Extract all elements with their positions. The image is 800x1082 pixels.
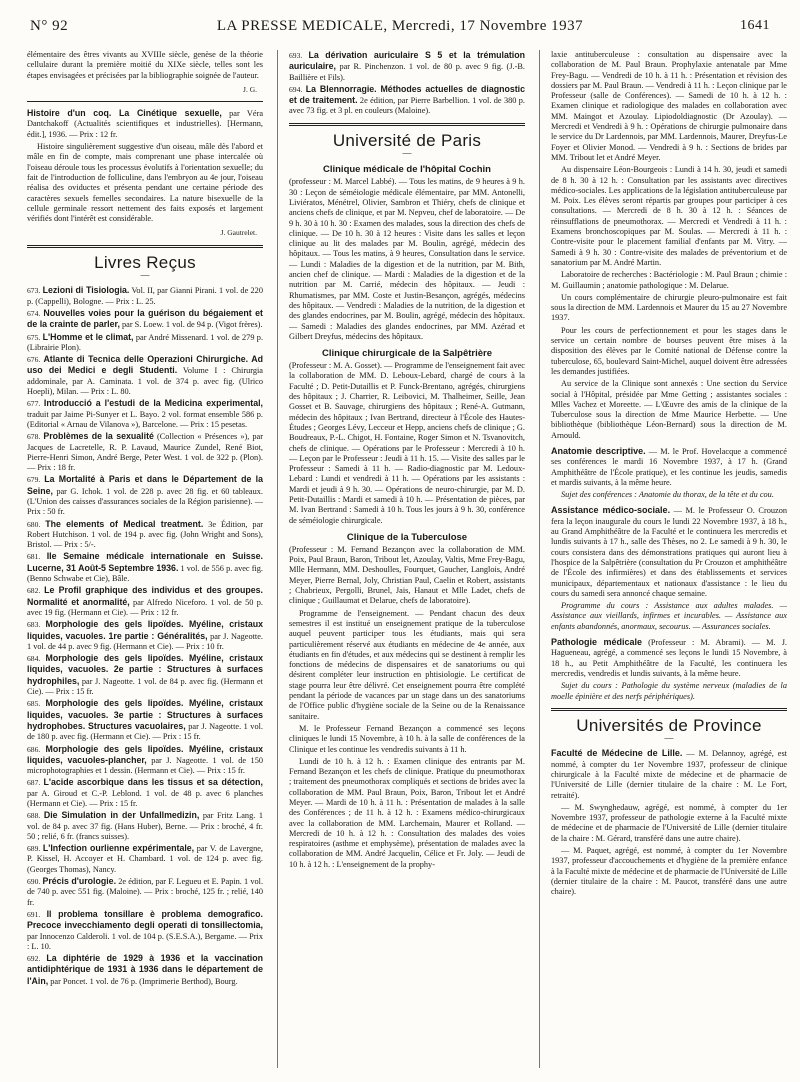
page-number: 1641: [740, 18, 770, 33]
ornament-dash: —: [140, 270, 150, 281]
divider: [551, 708, 787, 713]
article-entry: [551, 505, 787, 599]
book-entry: [27, 308, 263, 331]
book-title: The elements of Medical treatment.: [45, 518, 204, 529]
article-entry: [551, 637, 787, 679]
article-text: laxie antituberculeuse : consultation au dispensaire avec la collaboration de M. Paul Braun. Prophylaxie antenatale par Mme Frey-Bagu. — Vendredi de 10 h. à 11 h. : Présentation et révision des dossiers par M. Paul Braun. — Vendredi à 11 h. : Leçon clinique par le Professeur (salle de Conférences). — Samedi de 10 h. à 12 h. : Examen clinique et radiologique des malades en collaboration avec MM. Maingot et Azoulay. Lipiodoldiagnostic (Dr Azoulay). — Mercredi et Vendredi à 9 h. : Opérations de chirurgie pulmonaire dans le service du Dr Lardennois, par MM. Lardennois, Maurer, Dreyfus-Le Foyer et Olivier Monod. — Vendredi à 9 h. : Sections de brides par MM. Tribout let et André Meyer.: [551, 50, 787, 162]
book-details: traduit par Jaime Pi-Sunyer et L. Bayo. 2 vol. format ensemble 586 p. (Editorial « Arnau de Vilanova »), Barcelone. — Prix : 15 pesetas.: [27, 409, 263, 429]
book-details: par A. Giroud et C.-P. Leblond. 1 vol. de 48 p. avec 6 planches (Hermann et Cie). — Prix : 15 fr.: [27, 788, 263, 808]
book-entry: [27, 876, 263, 908]
book-entry: [27, 551, 263, 584]
book-title: Morphologie des gels lipoïdes. Myéline, cristaux liquides, vacuoles. 2e partie : Structures à surfaces hydrophiles,: [27, 653, 263, 686]
book-entry: [27, 777, 263, 809]
book-title: Le Profil graphique des individus et des groupes. Normalité et anormalité,: [27, 585, 263, 607]
book-number: 690.: [27, 877, 41, 887]
ornament-dash: —: [402, 148, 412, 159]
book-list: [27, 285, 263, 987]
column-1: [27, 50, 263, 1070]
book-title: L'acide ascorbique dans les tissus et sa détection,: [43, 777, 263, 788]
book-number: 680.: [27, 519, 41, 529]
book-entry: [289, 50, 525, 83]
book-number: 683.: [27, 620, 41, 630]
divider: [27, 101, 263, 102]
book-entry: [27, 653, 263, 697]
book-details: par R. Pinchenzon. 1 vol. de 80 p. avec 9 fig. (J.-B. Baillière et Fils).: [289, 62, 525, 82]
book-number: 675.: [27, 332, 41, 342]
book-title: L'Infection ourlienne expérimentale,: [42, 843, 195, 854]
book-entry: [27, 744, 263, 777]
issue-number: N° 92: [30, 18, 69, 34]
article-text: Programme de l'enseignement. — Pendant chacun des deux semestres il est institué un enseignement pratique de la tuberculose auquel peuvent participer tous les étudiants, mais qui sera particulièrement réservé aux étudiants en médecine de 4e année, aux étudiants en fin d'études, et aux médecins qui se destinent à remplir les fonctions de médecins de dispensaires et de sanatoriums ou qui désirent compléter leur instruction en phtisiologie. Le certificat de stage pourra leur être délivré. Cet enseignement pourra être complété pendant la période de vacances par un stage dans un des sanatoriums de l'Office public d'hygiène sociale de la Seine ou de la Renaissance sanitaire.: [289, 608, 525, 721]
book-number: 691.: [27, 909, 41, 919]
entry-text: — M. Delannoy, agrégé, est nommé, à compter du 1er Novembre 1937, professeur de clinique chirurgicale à la Faculté mixte de médecine et de pharmacie de l'Université de Lille (dernier titulaire de la chaire : M. Le Fort, retraité).: [551, 749, 787, 800]
book-details: 1 vol. de 556 p. avec fig. (Benno Schwabe et Cie), Bâle.: [27, 563, 263, 584]
section-title-livres-recus: Livres Reçus: [94, 252, 196, 272]
section-title-universite-paris: Université de Paris: [332, 130, 482, 150]
book-number: 688.: [27, 811, 41, 821]
article-text: (professeur : M. Marcel Labbé). — Tous les matins, de 9 heures à 9 h. 30 : Leçon de séméiologie médicale élémentaire, par MM. Antonelli, Liviératos, Ménétrel, Olivier, Sambron et Thiéry, chefs de clinique et anciens chefs de clinique, et par M. Nepveu, chef de laboratoire. — De 9 h. 30 à 10 h. 30 : Examen des malades, sous la direction des chefs de clinique. — De 10 h. 30 à 12 heures : Visite dans les salles et leçon clinique au lit des malades par M. Boulin, agrégé, médecin des hôpitaux. — Tous les matins, à 9 heures, Consultation dans le service. — Lundi : Maladies de la digestion et de la nutrition, par M. Bith, ancien chef de clinique. — Mardi : Maladies de la digestion et de la nutrition par M. Carrié, médecin des hôpitaux. — Jeudi : Rhumatismes, par MM. Coste et Justin-Besançon, agrégés, médecins des hôpitaux. — Vendredi : Maladies de la nutrition, de la digestion et des glandes endocrines, par M. Boulin, agrégé, médecin des hôpitaux. — Samedi : Maladies des glandes endocrines, par MM. Azérad et Gilbert Dreyfus, médecins des hôpitaux.: [289, 177, 525, 341]
page-header: [30, 18, 770, 42]
book-entry: [27, 953, 263, 987]
book-title: La Mortalité à Paris et dans le Département de la Seine,: [27, 474, 263, 496]
article-text: Au dispensaire Léon-Bourgeois : Lundi à 14 h. 30, jeudi et samedi de 8 h. 30 à 12 h. : Consultation par les assistants avec directives médico-sociales. Les applications de la législation antituberculeuse par M. Poix. Les élèves seront répartis par groupes pour participer à ces consultations. — Mercredi de 8 h. 30 à 12 h. : Séances de réinsufflations de pneumothorax. — Mercredi et Vendredi à 11 h. : Examens bronchoscopiques par M. Soulas. — Mercredi à 11 h. : Contre-visite pour le placement familial d'enfants par M. Vitry. — Samedi à 9 h. 30 : Contre-visite des malades de préventorium et de sanatorium par M. André Martin.: [551, 165, 787, 267]
book-entry: [27, 285, 263, 307]
book-entry: [27, 843, 263, 875]
article-text: Lundi de 10 h. à 12 h. : Examen clinique des entrants par M. Fernand Bezançon et les chefs de clinique. Pratique du pneumothorax ; traitement des pneumothorax compliqués et sections de brides avec la collaboration de MM. Paul Braun, Poix, Baron, Tribout let et André Meyer. — Mardi de 10 h. à 11 h. : Présentation de malades à la salle des Conférences ; de 11 h. à 12 h. : Examens médico-chirurgicaux avec la collaboration de MM. Larchemain, Maurer et Rolland. — Mercredi de 10 h. à 12 h. : Consultation des malades des voies respiratoires (asthme et emphysème), présentation de malades avec la collaboration de MM. André Jacquelin, Célice et Fr. Joly. — Jeudi de 10 h. à 12 h. : L'enseignement de la prophy-: [289, 756, 525, 869]
review-heading: [27, 108, 263, 140]
book-details: Volume I : Chirurgia addominale, par A. Caminata. 1 vol. de 374 p. avec fig. (Ulrico Hoepli), Milan. — Prix : L. 80.: [27, 366, 263, 397]
book-details: par J. Nageotte. 1 vol. de 180 p. avec fig. (Hermann et Cie). — Prix : 15 fr.: [27, 721, 263, 742]
column-rule: [539, 50, 540, 1068]
book-number: 682.: [27, 586, 41, 596]
book-title: Lezioni di Tisiologia.: [42, 285, 130, 296]
book-number: 681.: [27, 552, 41, 562]
book-title: La Blennorragie. Méthodes actuelles de diagnostic et de traitement.: [289, 83, 525, 106]
entry-title: Pathologie médicale: [551, 637, 643, 648]
book-details: par V. de Lavergne, P. Kissel, H. Accoyer et H. Chambard. 1 vol. de 124 p. avec fig. (Georges Thomas), Nancy.: [27, 844, 263, 874]
article-text: Sujet des conférences : Anatomie du thorax, de la tête et du cou.: [561, 490, 774, 500]
book-title: Introducció a l'estudi de la Medicina experimental,: [43, 398, 263, 409]
entry-title: Assistance médico-sociale.: [551, 505, 671, 516]
review-meta: par Véra Dantchakoff (Actualités scientifiques et industrielles). [Hermann, édit.], 1936. — Prix : 12 fr.: [27, 109, 263, 139]
book-title: Précis d'urologie.: [42, 876, 117, 887]
book-number: 689.: [27, 844, 41, 854]
book-number: 685.: [27, 699, 41, 709]
book-details: par Innocenzo Calderoli. 1 vol. de 104 p. (S.E.S.A.), Bergame. — Prix : L. 10.: [27, 931, 263, 951]
review-title: Histoire d'un coq. La Cinétique sexuelle,: [27, 108, 222, 119]
article-text: (Professeur : M. Fernand Bezançon avec la collaboration de MM. Poix, Paul Braun, Baron, Tribout let, Azoulay, Valtis, Mme Frey-Bagu, Mlle Hermann, MM. Deshoulles, Fourquet, Gaucher, Langlois, André Meyer, Pierre Bernal, Joly, Christian Paul, Caelin et Robert, assistants ; Chabrieux, Pergolli, Brunel, Jais, Hanaut et Mlle Ladet, chefs de clinique ; Guillaumat et Delarue, chefs de laboratoire).: [289, 544, 525, 606]
book-number: 677.: [27, 399, 41, 409]
book-number: 676.: [27, 355, 41, 365]
book-details: par J. Nageotte. 1 vol. de 84 p. avec fig. (Hermann et Cie). — Prix : 15 fr.: [27, 676, 263, 697]
subsection-title: Clinique chirurgicale de la Salpêtrière: [321, 348, 492, 360]
book-entry: [27, 354, 263, 397]
subsection-title: Clinique médicale de l'hôpital Cochin: [322, 164, 491, 176]
review-text: Histoire singulièrement suggestive d'un oiseau, mâle dès l'abord et mâle en fin de compte, mais comprenant une phase intercalée où l'oiseau déroule tous les processus évolutifs à l'orientation sexuelle; du fait de l'introduction de folliculine, dans l'embryon au 4e jour, l'oiseau réalisa des oviductes et présenta pendant une certaine période des caractères sexuels femelles secondaires. La nature bisexuelle de la cellule germinale ressort nettement des faits exposés et largement vérifiés dont l'intérêt est considérable.: [27, 142, 263, 224]
book-entry: [27, 810, 263, 842]
column-rule: [277, 50, 278, 1068]
book-details: (Collection « Présences »), par Jacques de Lacretelle, R. P. Lavaud, Maurice Zundel, René Biot, Pierre-Henri Simon, André Berge, Peter West. 1 vol. de 322 p. (Plon). — Prix : 18 fr.: [27, 432, 263, 473]
entry-text: — M. le Professeur O. Crouzon fera la leçon inaugurale du cours le lundi 22 Novembre 1937, à 18 h., au Grand Amphithéâtre de la Faculté et le continuera les mercredis et lundis suivants à 17 h., salle des Thèses, no 2. Le samedi à 9 h. 30, le cours consistera dans des démonstrations pratiques qui auront lieu à l'hospice de la Salpêtrière (consultation du Pr Crouzon et amphithéâtre de l'École des infirmières) et dans des établissements et services municipaux, départementaux et nationaux d'assistance : le lieu du cours du samedi sera annoncé chaque semaine.: [551, 506, 787, 598]
book-number: 684.: [27, 654, 41, 664]
ornament-dash: —: [664, 733, 674, 744]
book-title: L'Homme et le climat,: [42, 331, 134, 342]
book-title: La dérivation auriculaire S 5 et la trémulation auriculaire,: [289, 50, 525, 72]
book-number: 693.: [289, 51, 303, 60]
book-entry: [27, 585, 263, 618]
book-title: IIe Semaine médicale internationale en Suisse. Lucerne, 31 Août-5 Septembre 1936.: [27, 551, 263, 573]
divider: [289, 123, 525, 128]
book-list: [289, 50, 525, 117]
book-title: Nouvelles voies pour la guérison du bégaiement et de la crainte de parler,: [27, 307, 263, 330]
article-text: M. le Professeur Fernand Bezançon a commencé ses leçons cliniques le lundi 15 Novembre, à 10 h. à la salle de conférences de la Clinique et les continue les vendredis suivants à 11 h.: [289, 723, 525, 754]
book-number: 694.: [289, 84, 303, 94]
book-details: par J. Nageotte. 1 vol. de 150 microphotographies et 1 dessin. (Hermann et Cie). — Prix : 15 fr.: [27, 755, 263, 776]
article-entry: [551, 748, 787, 800]
book-details: 2e édition, par Pierre Barbellion. 1 vol. de 380 p. avec 73 fig. et 3 pl. en couleurs (Maloine).: [289, 96, 525, 116]
book-title: Morphologie des gels lipoïdes. Myéline, cristaux liquides, vacuoles. 1re partie : Généralités,: [27, 619, 263, 641]
article-text: Programme du cours : Assistance aux adultes malades. — Assistance aux vieillards, infirmes et incurables. — Assistance aux enfants abandonnés, anormaux, secourus. — Assurances sociales.: [551, 601, 787, 631]
article-text: Un cours complémentaire de chirurgie pleuro-pulmonaire est fait sous la direction de MM. Lardennois et Maurer du 15 au 27 Novembre 1937.: [551, 292, 787, 323]
book-details: par S. Loew. 1 vol. de 94 p. (Vigot frères).: [121, 320, 263, 330]
book-entry: [27, 398, 263, 430]
section-title-universites-province: Universités de Province: [576, 715, 762, 735]
book-entry: [27, 619, 263, 652]
book-number: 678.: [27, 432, 41, 442]
book-entry: [27, 698, 263, 742]
book-number: 686.: [27, 744, 41, 754]
book-number: 674.: [27, 308, 41, 318]
article-text: — M. Swynghedauw, agrégé, est nommé, à compter du 1er Novembre 1937, professeur de pathologie externe à la Faculté mixte de médecine et de pharmacie de l'Université de Lille (dernier titulaire de la chaire : M. Gérard, transféré dans une autre chaire).: [551, 802, 787, 843]
book-title: Morphologie des gels lipoïdes. Myéline, cristaux liquides, vacuoles. 3e partie : Structures à surfaces hydrophobes. Structures vacuolaires,: [27, 698, 263, 731]
subsection-title: Clinique de la Tuberculose: [346, 531, 468, 543]
book-number: 687.: [27, 778, 41, 788]
book-title: Atlante di Tecnica delle Operazioni Chirurgiche. Ad uso dei Medici e degli Studenti.: [27, 354, 263, 376]
book-details: par Alfredo Niceforo. 1 vol. de 50 p. avec 19 fig. (Hermann et Cie). — Prix : 12 fr.: [27, 597, 263, 617]
book-details: par Poncet. 1 vol. de 76 p. (Imprimerie Berthod), Bourg.: [50, 976, 238, 986]
entry-text: — M. le Prof. Hovelacque a commencé ses conférences le mardi 16 Novembre 1937, à 17 h. (Grand Amphithéâtre de l'École pratique), et les continue les jeudis, samedis et mardis suivants, à la même heure.: [551, 446, 787, 487]
article-text: Au service de la Clinique sont annexés : Une section du Service social à l'Hôpital, présidée par Mme Getting ; assistantes sociales : Mlles Vachez et Moreette. — L'Œuvre des amis de la clinique de la Tuberculose sous la direction de Mme Maurice Herbette. — Une bibliothèque (bibliothèque Léon-Bernard) sous la direction de M. Arnould.: [551, 379, 787, 440]
book-number: 679.: [27, 475, 41, 485]
article-text: Pour les cours de perfectionnement et pour les stages dans le service un certain nombre de bourses peuvent être mises à la disposition des élèves par le Comité national de Défense contre la tuberculose, 65, boulevard Saint-Michel, auquel doivent être adressées les demandes justifiées.: [551, 325, 787, 376]
article-text: Laboratoire de recherches : Bactériologie : M. Paul Braun ; chimie : M. Guillaumin ; anatomie pathologique : M. Delarue.: [551, 270, 787, 290]
book-title: La diphtérie de 1929 à 1936 et la vaccination antidiphtérique de 1931 à 1936 dans le département de l'Ain,: [27, 953, 263, 986]
article-entry: [551, 446, 787, 488]
book-number: 692.: [27, 954, 41, 964]
column-2: [289, 50, 525, 1070]
entry-text: (Professeur : M. Abrami). — M. J. Hagueneau, agrégé, a commencé ses leçons le lundi 15 Novembre, à 18 h., au Petit Amphithéâtre de la Faculté, les continuera les mercredis, vendredis et lundis suivants, à la même heure.: [551, 638, 787, 678]
book-details: 3e Édition, par Robert Hutchison. 1 vol. de 194 p. avec fig. (John Wright and Sons), Bristol. — Prix : 5/-.: [27, 519, 263, 550]
journal-title: LA PRESSE MEDICALE, Mercredi, 17 Novembre 1937: [216, 18, 584, 34]
article-text: Sujet du cours : Pathologie du système nerveux (maladies de la moelle épinière et des nerfs périphériques).: [551, 681, 787, 701]
book-details: par G. Ichok. 1 vol. de 228 p. avec 28 fig. et 60 tableaux. (L'Union des caisses d'assurances sociales de la Région parisienne). — Prix : 50 fr.: [27, 486, 263, 517]
article-text: (Professeur : M. A. Gosset). — Programme de l'enseignement fait avec la collaboration de MM. D. Leboux-Lebard, chargé de cours à la Faculté ; D. Petit-Dutaillis et P. Funck-Brentano, agrégés, chirurgiens des hôpitaux ; J. Charrier, R. Leibovici, M. Thalheimer, Seille, Jean Gosset et B. Sauvage, chirurgiens des hôpitaux ; René-A. Gutmann, médecin des hôpitaux ; Ivan Bertrand, directeur à l'École des Hautes-Études ; Georges Lévy, Lecceur et Hepp, anciens chefs de clinique ; G. Boudreaux, P.-L. Chigot, H. Fontaine, Roger Simon et N. Tsvanovitch, chefs de clinique. — Opérations par le Professeur : Mercredi à 10 h. — Leçon par le Professeur : Jeudi à 11 h. 15. — Visite des salles par le Professeur : Samedi à 11 h. — Radio-diagnostic par M. Ledoux-Lebard : Lundi et vendredi à 11 h. — Opérations par les assistants : Mardi et jeudi à 9 h. 30. — Opérations de neuro-chirurgie, par M. D. Petit-Dutaillis : Mardi et samedi à 10 h. — Présentation de pièces, par M. Ivan Bertrand : Samedi à 10 h. Tous les jours à 9 h. 30, conférence de séméiologie chirurgicale.: [289, 361, 525, 525]
book-entry: [27, 909, 263, 952]
book-title: Morphologie des gels lipoïdes. Myéline, cristaux liquides, vacuoles-plancher,: [27, 743, 263, 765]
book-details: Vol. II, par Gianni Pirani. 1 vol. de 220 p. (Cappelli), Bologne. — Prix : L. 25.: [27, 286, 263, 306]
book-entry: [27, 332, 263, 354]
book-details: par André Missenard. 1 vol. de 279 p. (Librairie Plon).: [27, 332, 263, 352]
divider: [27, 245, 263, 250]
book-title: Il problema tonsillare è problema demografico. Precoce invecchiamento degli operati di tonsillectomia,: [27, 908, 263, 931]
signature: J. Gautrelet.: [220, 228, 257, 238]
book-details: par J. Nageotte. 1 vol. de 44 p. avec 9 fig. (Hermann et Cie). — Prix : 10 fr.: [27, 631, 263, 651]
book-number: 673.: [27, 286, 41, 296]
book-entry: [289, 84, 525, 117]
continued-text: élémentaire des êtres vivants au XVIIIe siècle, genèse de la théorie cellulaire durant la première moitié du XIXe siècle, telles sont les étapes envisagées et précisées par la bibliographie soignée de l'auteur.: [27, 50, 263, 80]
book-entry: [27, 431, 263, 473]
book-entry: [27, 519, 263, 551]
book-title: Die Simulation in der Unfallmedizin,: [43, 810, 200, 821]
book-details: par Fritz Lang. 1 vol. de 84 p. avec 37 fig. (Hans Huber), Berne. — Prix : broché, 4 fr. 50 ; relié, 6 fr. (francs suisses).: [27, 811, 263, 841]
article-text: — M. Paquet, agrégé, est nommé, à compter du 1er Novembre 1937, professeur d'accouchements et d'hygiène de la première enfance à la Faculté mixte de médecine et de pharmacie de l'Université de Lille (dernier titulaire de la chaire : M. Paucot, transféré dans une autre chaire).: [551, 846, 787, 897]
book-entry: [27, 474, 263, 517]
column-3: [551, 50, 787, 1070]
book-title: Problèmes de la sexualité: [43, 431, 154, 442]
signature: J. G.: [243, 84, 257, 94]
entry-title: Faculté de Médecine de Lille.: [551, 748, 683, 759]
book-details: 2e édition, par F. Legueu et E. Papin. 1 vol. de 740 p. avec 551 fig. (Maloine). — Prix : broché, 125 fr. ; relié, 140 fr.: [27, 877, 263, 907]
entry-title: Anatomie descriptive.: [551, 445, 646, 456]
